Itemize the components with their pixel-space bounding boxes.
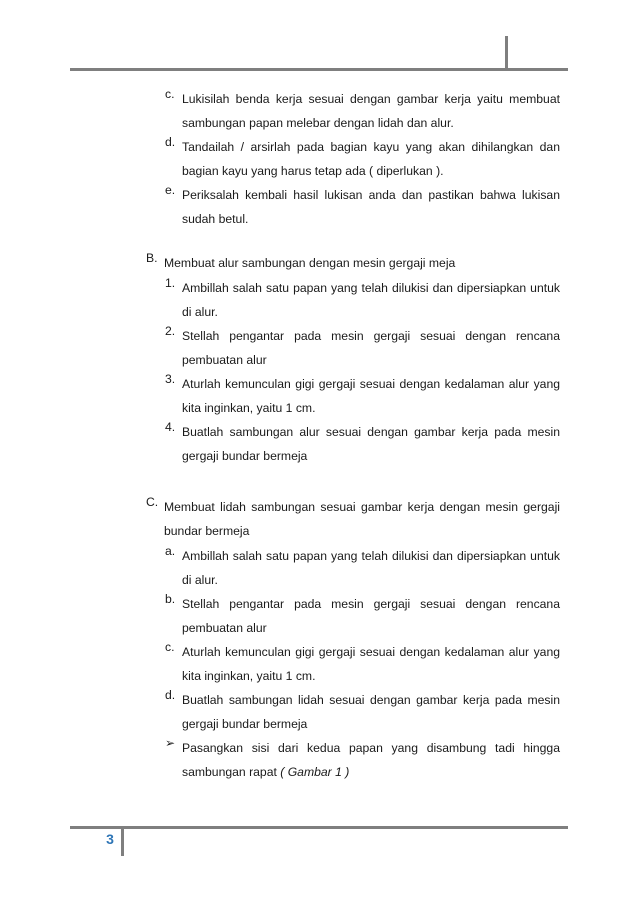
list-item [165,135,560,183]
section-marker: B. [146,251,158,265]
page-number: 3 [106,831,114,847]
list-text: Aturlah kemunculan gigi gergaji sesuai dengan kedalaman alur yang kita inginkan, yaitu 1 cm. [182,377,560,415]
header-rule [70,68,568,71]
bullet-item [165,736,560,784]
list-marker: 2. [165,324,176,338]
section-heading-c [146,495,560,543]
list-item [165,183,560,231]
arrow-bullet-icon: ➢ [165,736,176,750]
section-marker: C. [146,495,159,509]
list-text: Buatlah sambungan alur sesuai dengan gambar kerja pada mesin gergaji bundar bermeja [182,425,560,463]
section-title: Membuat alur sambungan dengan mesin gergaji meja [164,256,456,270]
list-text: Stellah pengantar pada mesin gergaji sesuai dengan rencana pembuatan alur [182,597,560,635]
list-text: Tandailah / arsirlah pada bagian kayu yang akan dihilangkan dan bagian kayu yang harus tetap ada ( diperlukan ). [182,140,560,178]
list-marker: c. [165,87,175,101]
section-title: Membuat lidah sambungan sesuai gambar kerja dengan mesin gergaji bundar bermeja [164,500,560,538]
list-item [165,544,560,592]
list-text: Buatlah sambungan lidah sesuai dengan gambar kerja pada mesin gergaji bundar bermeja [182,693,560,731]
footer-rule [70,826,568,829]
bullet-text [182,736,560,784]
list-text: Ambillah salah satu papan yang telah dilukisi dan dipersiapkan untuk di alur. [182,281,560,319]
list-text: Aturlah kemunculan gigi gergaji sesuai dengan kedalaman alur yang kita inginkan, yaitu 1 cm. [182,645,560,683]
section-heading-b [146,251,560,275]
list-item [165,87,560,135]
list-item [165,688,560,736]
list-item [165,372,560,420]
list-marker: 4. [165,420,176,434]
list-text: Ambillah salah satu papan yang telah dilukisi dan dipersiapkan untuk di alur. [182,549,560,587]
list-item [165,640,560,688]
list-item [165,592,560,640]
list-marker: e. [165,183,176,197]
list-marker: a. [165,544,176,558]
list-item [165,420,560,468]
header-tick [505,36,508,70]
footer-tick [121,826,124,856]
list-marker: b. [165,592,176,606]
list-marker: 1. [165,276,176,290]
list-text: Periksalah kembali hasil lukisan anda dan pastikan bahwa lukisan sudah betul. [182,188,560,226]
list-marker: 3. [165,372,176,386]
list-marker: d. [165,688,176,702]
figure-reference: ( Gambar 1 ) [280,765,350,779]
list-marker: c. [165,640,175,654]
list-marker: d. [165,135,176,149]
list-item [165,276,560,324]
list-item [165,324,560,372]
bullet-body: Pasangkan sisi dari kedua papan yang disambung tadi hingga sambungan rapat [182,741,560,779]
list-text: Lukisilah benda kerja sesuai dengan gambar kerja yaitu membuat sambungan papan melebar dengan lidah dan alur. [182,92,560,130]
list-text: Stellah pengantar pada mesin gergaji sesuai dengan rencana pembuatan alur [182,329,560,367]
